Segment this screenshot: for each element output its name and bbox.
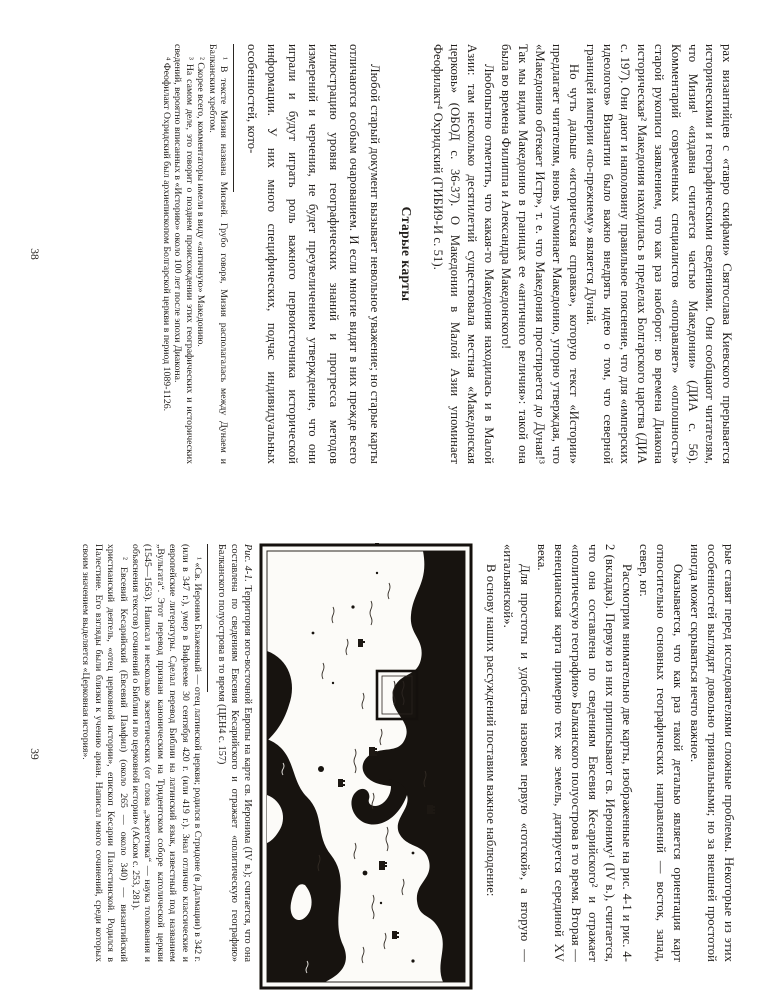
section-heading: Старые карты bbox=[399, 206, 414, 302]
paragraph: рах византийцев с «тавро скифами» Святослава Киевского прерывается историческими и географическими сведениями. Они сообщают читателям, что Мизия¹ «издавна считается частью Македонии» (ДИА с. 56). Комментарий современных специалистов «поправляет» «оплошность» старой рукописи заявлением, что как раз наоборот: во времена Диакона историческая² Македония находилась в пределах Болгарского царства (ДИА с. 197). Они дают и наполовину правильное пояснение, что для «имперских идеологов» Византии было важно внедрять идею о том, что северной границей империи «по-прежнему» является Дунай. bbox=[584, 44, 734, 464]
paragraph: В основу наших рассуждений поставим важное наблюдение: bbox=[484, 564, 498, 897]
map-figure bbox=[259, 543, 473, 990]
paragraph: Оказывается, что как раз такой деталью является ориентация карт относительно основных географических направлений — восток, запад, север, юг. bbox=[637, 544, 685, 962]
footnote: ² Евсевий Кесарийский (Евсевий Памфил) (около 265 — около 340) — византийский христианский деятель, «отец церковной истории», епископ Кесарии Палестинской. Родился в Палестине. Его взгляды были близки к учению ариан. Написал много сочинений, среди которых своим значением выделяется «Церковная история». bbox=[80, 544, 129, 962]
old-map-image bbox=[259, 543, 473, 990]
paragraph: Рассмотрим внимательно две карты, изображенные на рис. 4-1 и рис. 4-2 (вкладка). Первую из них приписывают св. Иерониму¹ (IV в.), считается, что она составлена по сведениям Евсевия Кесарийского² и отражает «политическую географию» Балканского полуострова в то время. Вторая — венецианская карта примерно тех же земель, датируется серединой XV века. bbox=[535, 544, 634, 962]
footnote-divider bbox=[234, 44, 235, 192]
page-number: 38 bbox=[28, 248, 40, 260]
paragraph: рые ставят перед исследователями сложные проблемы. Некоторые из этих особенностей выглядят довольно тривиальными; но за внешней простотой иногда может скрываться нечто важное. bbox=[688, 544, 736, 962]
page-number: 39 bbox=[28, 748, 40, 760]
paragraph: Для простоты и удобства назовем первую «готской», а вторую — «итальянской». bbox=[501, 544, 532, 962]
page-38-body bbox=[429, 44, 735, 464]
footnote: ⁴ Феофилакт Охридский был архиепископом Болгарской церкви в период 1089-1126. bbox=[160, 57, 172, 412]
footnote: ¹ «Св. Иероним Блаженный — отец латинской церкви; родился в Стридоне (в Далмации) в 342 г. (или в 347 г.), умер в Вифлееме 30 сентября 420 г. (или 419 г.). Знал отлично классические и европейские литературы. Сделал перевод Библии на латинский язык, известный под названием „Вульгата“. Этот перевод признан каноническим на Тридентском соборе католической церкви (1545—1563). Написал и несколько экзегетических (от слова „экзегетика“ — наука толкования и объяснения текстов) сочинений о Библии и по церковной истории» (АСком с. 253, 281). bbox=[129, 544, 203, 962]
page-39 bbox=[0, 500, 757, 1000]
paragraph: Любопытно отметить, что какая-то Македония находилась и в Малой Азии: там несколько десятилетий существовала местная «Македонская церковь» (ОБОД с. 36-37). О Македонии в Малой Азии упоминает Феофилакт⁴ Охридский (ГИБИ9-И с. 51). bbox=[431, 44, 496, 464]
figure-caption-text: Территория юго-восточной Европы на карте св. Иеронима (IV в.); считается, что она составлена по сведениям Евсевия Кесарийского и отражает «политическую географию» Балканского полуострова в то время (ЦЕН4 с. 157) bbox=[216, 544, 253, 962]
footnote-divider bbox=[207, 544, 208, 692]
page-38-body-after-heading bbox=[242, 44, 386, 464]
paragraph: Но чуть дальше «историческая справка», которую текст «Истории» предлагает читателям, вновь упоминает Македонию, упорно утверждая, что «Македонию обтекает Истр», т. е. что Македония простирается до Дуная!³ Так мы видим Македонию в границах ее «античного величия»: такой она была во времена Филиппа и Александра Македонского! bbox=[499, 44, 581, 464]
page-38-footnotes bbox=[160, 44, 230, 464]
page-39-footnotes bbox=[79, 544, 203, 962]
page-39-body bbox=[482, 544, 737, 962]
paragraph: Любой старый документ вызывает невольное уважение; но старые карты отличаются особым очарованием. И если многие видят в них прежде всего иллюстрацию уровня географических знаний и прогресса методов измерений и черчения, не будет преувеличением утверждение, что они играли и будут играть роль важного первоисточника исторической информации. У них много специфических, подчас индивидуальных особенностей, кото- bbox=[245, 44, 382, 464]
figure-caption-label: Рис. 4-1. bbox=[242, 544, 253, 582]
footnote: ² Скорее всего, комментаторы имели в виду «античную» Македонию. bbox=[195, 57, 207, 347]
footnote: ³ На самом деле, это говорит о позднем происхождении этих географических и исторических сведений, вероятно вписанных в «Историю» около 100 лет после эпохи Диакона. bbox=[172, 44, 195, 464]
figure-caption bbox=[215, 544, 254, 962]
footnote: ¹ В тексте Мизия названа Мисией. Грубо говоря, Мизия располагалась между Дунаем и Балканским хребтом. bbox=[206, 44, 230, 464]
